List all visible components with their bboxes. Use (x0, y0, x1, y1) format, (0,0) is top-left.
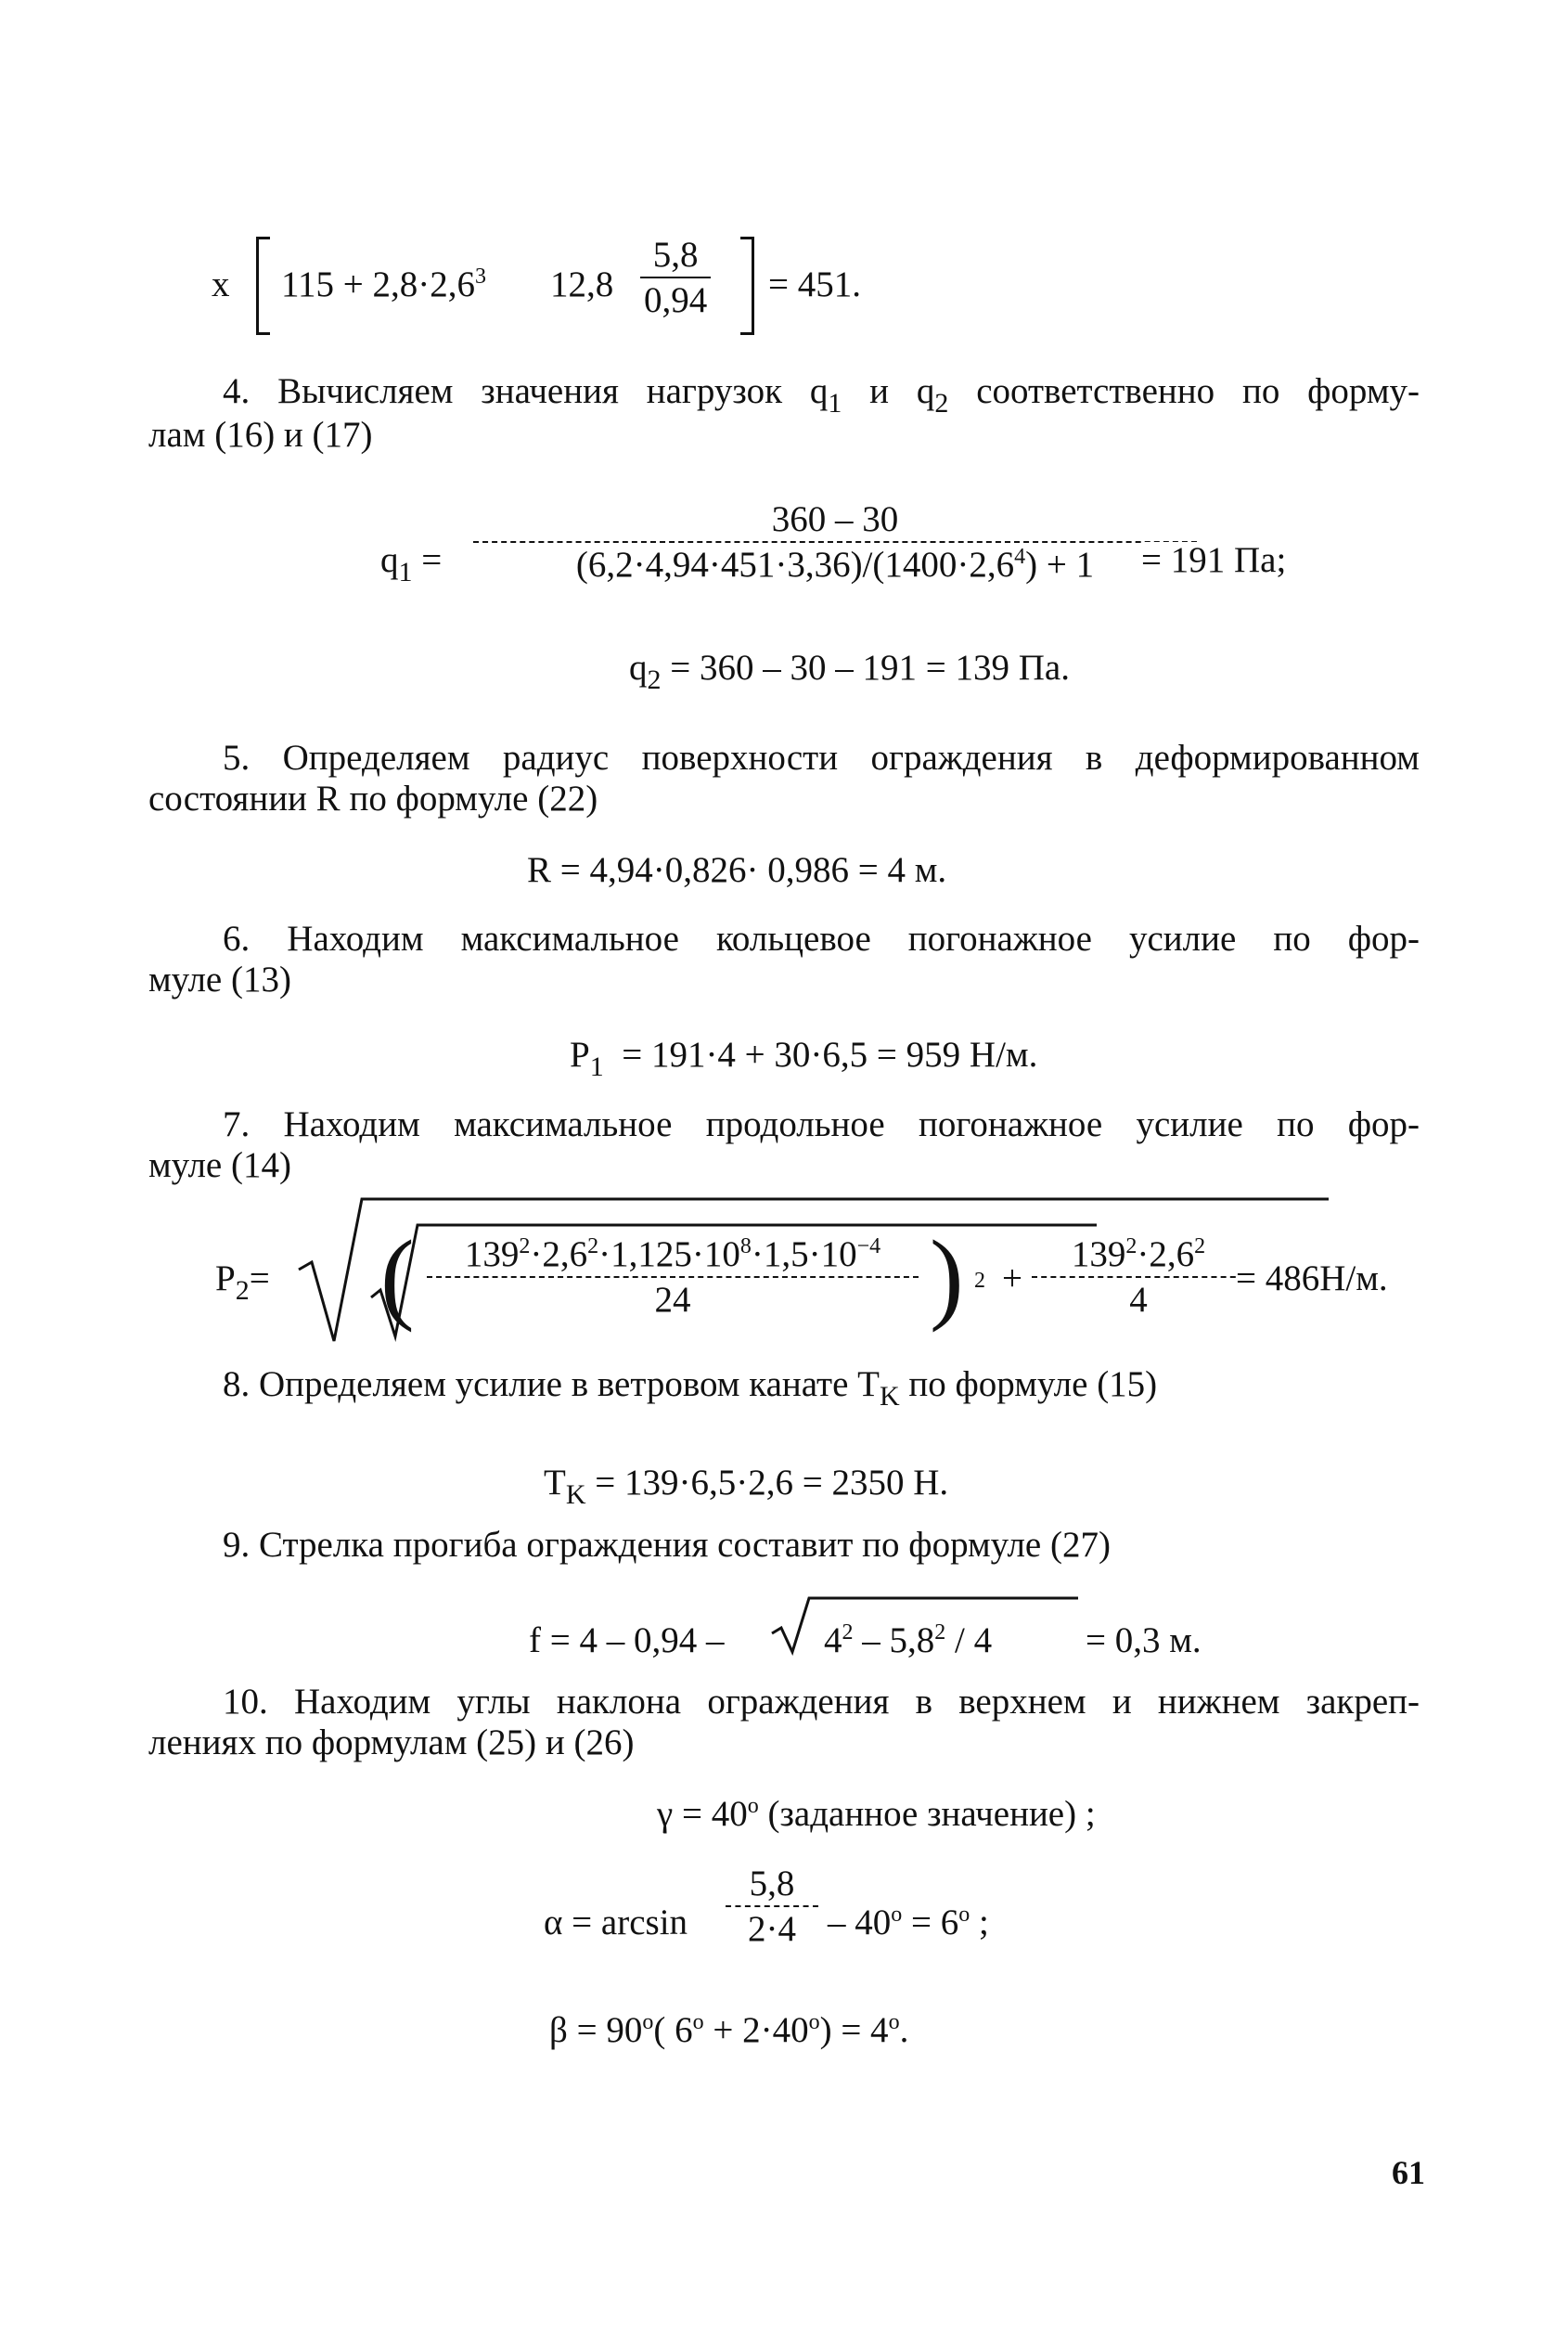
equation-f (529, 1604, 1202, 1660)
alpha-lhs: α = arcsin (544, 1903, 688, 1942)
equation-top-result: = 451. (768, 264, 861, 304)
equation-gamma: $\gamma = 40^о$ (заданное значение) ; (657, 1794, 1096, 1834)
step-6-paragraph: 6. Находим максимальное кольцевое погонажное усилие по фор- муле (13) (148, 919, 1420, 1000)
equation-beta: $\beta = 90^о$( $6^о + 2\cdot 40^о) = 4^о$. (549, 2010, 909, 2050)
f-lhs: f = 4 – 0,94 – (529, 1620, 725, 1660)
P2-lhs: $P_2=$ (215, 1258, 270, 1306)
right-paren: ) (930, 1219, 964, 1333)
step-9-paragraph: 9. Стрелка прогиба ограждения составит по формуле (27) (223, 1525, 1111, 1565)
q1-lhs: $q_1$ = (380, 540, 443, 587)
q1-fraction: 360 – 30 $(6,2\cdot 4,94\cdot 451\cdot 3,36)/(1400\cdot 2,6^4) + 1$ (473, 501, 1197, 583)
equation-Tk: $T_K = 139\cdot 6,5\cdot 2,6 = 2350$ Н. (544, 1463, 949, 1510)
left-bracket (256, 237, 270, 335)
equation-q2: $q_2 = 360 - 30 - 191 = 139$ Па. (629, 648, 1070, 695)
right-bracket (740, 237, 754, 335)
f-result: = 0,3 м. (1086, 1620, 1202, 1660)
step-7-paragraph: 7. Находим максимальное продольное погонажное усилие по фор- муле (14) (148, 1104, 1420, 1185)
equation-alpha (544, 1865, 1063, 1967)
q1-result: = 191 Па; (1141, 540, 1287, 580)
equation-P1: $P_1 = 191\cdot 4 + 30\cdot 6,5 = 959$ Н/м. (570, 1035, 1038, 1082)
P2-power: 2 (974, 1269, 985, 1293)
P2-result: = 486Н/м. (1236, 1258, 1388, 1298)
equation-top (212, 237, 880, 339)
P2-plus: + (1002, 1258, 1022, 1298)
step-10-paragraph: 10. Находим углы наклона ограждения в верхнем и нижнем закреп- лениях по формулам (25) и (26) (148, 1682, 1420, 1762)
multiply-sign: x (212, 264, 230, 304)
equation-top-mid: 12,8 (550, 264, 614, 304)
equation-top-body: $115 + 2,8\cdot 2,6^3$ (281, 264, 487, 304)
step-8-paragraph: 8. Определяем усилие в ветровом канате $T_K$ по формуле (15) (223, 1364, 1158, 1412)
page-number: 61 (1392, 2154, 1425, 2191)
fraction: 5,8 0,94 (640, 237, 711, 318)
left-paren: ( (380, 1219, 415, 1333)
equation-R: R = 4,94·0,826· 0,986 = 4 м. (527, 850, 947, 890)
f-radicand: $4^2 - 5,8^2 / 4$ (824, 1620, 993, 1660)
P2-second-fraction: $139^2\cdot 2,6^2$ 4 (1032, 1236, 1245, 1318)
equation-q1 (380, 501, 1327, 622)
alpha-fraction: 5,8 2·4 (726, 1865, 818, 1947)
step-4-paragraph: 4. Вычисляем значения нагрузок $q_1$ и $q_2$ соответственно по форму- лам (16) и (17) (148, 371, 1420, 455)
alpha-rhs: – $40^о = 6^о$ ; (828, 1903, 989, 1942)
P2-inner-fraction: $139^2\cdot 2,6^2\cdot 1,125\cdot 10^8\cdot 1,5\cdot 10^{-4}$ 24 (427, 1236, 919, 1318)
equation-P2 (215, 1197, 1421, 1355)
step-5-paragraph: 5. Определяем радиус поверхности ограждения в деформированном состоянии R по формуле (22) (148, 738, 1420, 819)
